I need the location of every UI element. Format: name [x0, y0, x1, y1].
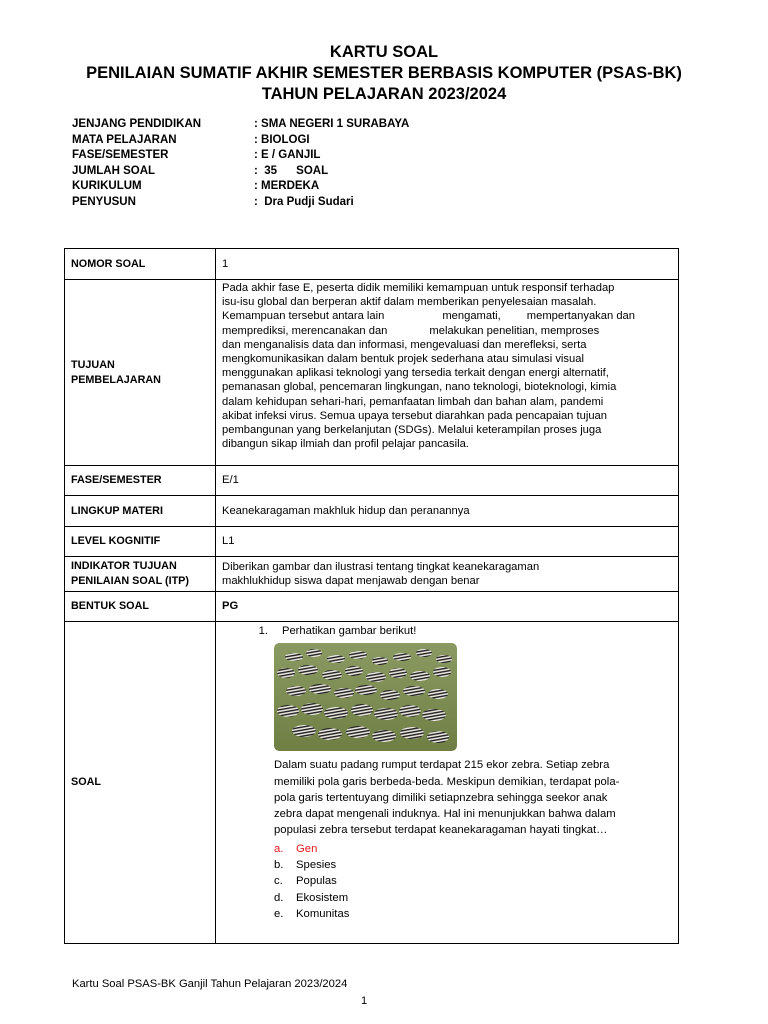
row-soal — [65, 622, 679, 944]
tujuan-label-line: PEMBELAJARAN — [71, 373, 161, 386]
tujuan-label — [65, 280, 216, 466]
tujuan-segment: memprediksi, merencanakan dan — [222, 324, 388, 337]
footer-text: Kartu Soal PSAS-BK Ganjil Tahun Pelajaran 2023/2024 — [72, 978, 348, 990]
tujuan-line: dalam kehidupan sehari-hari, pemanfaatan limbah dan bahan alam, pandemi — [222, 395, 604, 408]
tujuan-line: dibangun sikap ilmiah dan profil pelajar pancasila. — [222, 438, 469, 451]
meta-value: : E / GANJIL — [254, 149, 321, 162]
zebra-herd-image — [274, 643, 457, 751]
tujuan-segment: mengamati, — [442, 310, 501, 323]
tujuan-line — [222, 324, 672, 338]
option-letter: e. — [274, 907, 284, 920]
tujuan-segment: melakukan penelitian, memproses — [429, 324, 600, 337]
meta-row — [72, 179, 409, 195]
title-tahun: TAHUN PELAJARAN 2023/2024 — [261, 85, 507, 103]
option-text: Komunitas — [296, 907, 350, 920]
row-itp — [65, 557, 679, 592]
itp-text — [216, 557, 679, 592]
row-nomor-soal — [65, 249, 679, 280]
tujuan-line: dan menganalisis data dan informasi, mengevaluasi dan merefleksi, serta — [222, 338, 587, 351]
tujuan-segment: mempertanyakan dan — [526, 310, 635, 323]
option-text: Spesies — [296, 858, 337, 871]
question-line: zebra dapat mengenali induknya. Hal ini menunjukkan bahwa dalam — [274, 808, 616, 821]
meta-row — [72, 117, 409, 133]
meta-value: : Dra Pudji Sudari — [254, 195, 354, 208]
question-instruction: Perhatikan gambar berikut! — [282, 625, 417, 637]
title-kartu-soal: KARTU SOAL — [329, 43, 439, 61]
meta-row — [72, 148, 409, 164]
tujuan-line: Pada akhir fase E, peserta didik memiliki kemampuan untuk responsif terhadap — [222, 282, 615, 294]
question-number: 1. — [258, 625, 268, 637]
lingkup-value: Keanekaragaman makhluk hidup dan peranannya — [216, 496, 679, 527]
question-card-table — [64, 248, 679, 944]
meta-value: : MERDEKA — [254, 180, 320, 193]
option-text: Ekosistem — [296, 891, 349, 904]
meta-key: KURIKULUM — [72, 180, 142, 193]
option-letter: b. — [274, 858, 284, 871]
page-number: 1 — [361, 995, 368, 1007]
tujuan-line: pemanasan global, pencemaran lingkungan, nano teknologi, bioteknologi, kimia — [222, 381, 617, 394]
lingkup-label: LINGKUP MATERI — [65, 496, 216, 527]
question-body — [274, 757, 672, 838]
tujuan-label-line: TUJUAN — [71, 358, 115, 371]
fase-value: E/1 — [216, 466, 679, 496]
question-heading — [222, 624, 672, 638]
answer-option-c[interactable] — [222, 873, 672, 889]
question-line: Dalam suatu padang rumput terdapat 215 ekor zebra. Setiap zebra — [274, 759, 610, 772]
itp-label-line: INDIKATOR TUJUAN — [71, 560, 177, 572]
meta-row — [72, 195, 409, 211]
option-text: Populas — [296, 875, 337, 888]
question-line: pola garis tertentuyang dimiliki setiapnzebra sehingga seekor anak — [274, 791, 608, 804]
itp-line: makhlukhidup siswa dapat menjawab dengan benar — [222, 575, 480, 587]
answer-option-e[interactable] — [222, 906, 672, 922]
nomor-soal-label: NOMOR SOAL — [65, 249, 216, 280]
answer-option-d[interactable] — [222, 890, 672, 906]
row-level — [65, 527, 679, 557]
tujuan-line: isu-isu global dan berperan aktif dalam memberikan penyelesaian masalah. — [222, 296, 597, 309]
soal-content — [216, 622, 679, 944]
title-psas: PENILAIAN SUMATIF AKHIR SEMESTER BERBASIS KOMPUTER (PSAS-BK) — [86, 64, 682, 82]
meta-key: PENYUSUN — [72, 195, 136, 208]
answer-option-a[interactable] — [222, 841, 672, 857]
tujuan-line: pembangunan yang berkelanjutan (SDGs). Melalui keterampilan proses juga — [222, 424, 602, 437]
bentuk-value: PG — [216, 592, 679, 622]
soal-label: SOAL — [65, 622, 216, 944]
answer-option-b[interactable] — [222, 857, 672, 873]
question-line: populasi zebra tersebut terdapat keanekaragaman hayati tingkat… — [274, 824, 608, 837]
tujuan-line: akibat infeksi virus. Semua upaya tersebut diarahkan pada pencapaian tujuan — [222, 409, 607, 422]
row-lingkup — [65, 496, 679, 527]
level-value: L1 — [216, 527, 679, 557]
tujuan-text — [216, 280, 679, 466]
meta-key: JENJANG PENDIDIKAN — [72, 118, 202, 130]
meta-row — [72, 133, 409, 149]
meta-key: FASE/SEMESTER — [72, 149, 169, 162]
option-text: Gen — [296, 842, 318, 855]
meta-value: : BIOLOGI — [254, 133, 310, 146]
level-label: LEVEL KOGNITIF — [65, 527, 216, 557]
tujuan-line: mengkomunikasikan dalam bentuk projek sederhana atau simulasi visual — [222, 353, 584, 366]
meta-value: : 35 SOAL — [254, 164, 329, 177]
itp-label — [65, 557, 216, 592]
nomor-soal-value: 1 — [216, 249, 679, 280]
meta-info — [72, 117, 409, 211]
meta-key: MATA PELAJARAN — [72, 133, 177, 146]
fase-label: FASE/SEMESTER — [65, 466, 216, 496]
tujuan-segment: Kemampuan tersebut antara lain — [222, 310, 385, 323]
answer-options — [222, 841, 672, 922]
itp-line: Diberikan gambar dan ilustrasi tentang tingkat keanekaragaman — [222, 560, 540, 573]
bentuk-label: BENTUK SOAL — [65, 592, 216, 622]
itp-label-line: PENILAIAN SOAL (ITP) — [71, 575, 189, 587]
tujuan-line: menggunakan aplikasi teknologi yang tersedia terkait dengan energi alternatif, — [222, 367, 609, 380]
tujuan-line — [222, 309, 672, 323]
meta-key: JUMLAH SOAL — [72, 164, 156, 177]
meta-value: : SMA NEGERI 1 SURABAYA — [254, 118, 410, 130]
row-fase — [65, 466, 679, 496]
meta-row — [72, 164, 409, 180]
question-line: memiliki pola garis berbeda-beda. Meskipun demikian, terdapat pola- — [274, 775, 620, 788]
option-letter: c. — [274, 875, 283, 888]
row-tujuan — [65, 280, 679, 466]
option-letter: d. — [274, 891, 284, 904]
row-bentuk — [65, 592, 679, 622]
option-letter: a. — [274, 842, 284, 855]
